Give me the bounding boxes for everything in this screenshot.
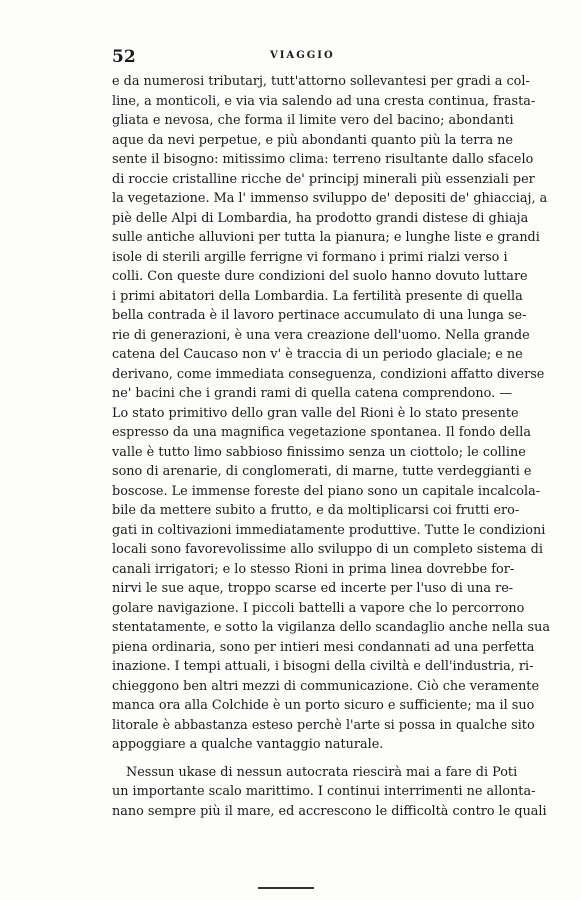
text-line: inazione. I tempi attuali, i bisogni della civiltà e dell'industria, ri-: [112, 659, 534, 674]
text-line: piè delle Alpi di Lombardia, ha prodotto grandi distese di ghiaja: [112, 210, 529, 226]
text-line: litorale è abbastanza esteso perchè l'arte si possa in qualche sito: [112, 717, 535, 733]
paragraph-gap: [112, 755, 482, 763]
page-number: 52: [112, 47, 136, 67]
text-line: di roccie cristalline ricche de' principj minerali più essenziali per: [112, 171, 535, 187]
text-line: Lo stato primitivo dello gran valle del Rioni è lo stato presente: [112, 405, 519, 421]
text-line: nano sempre più il mare, ed accrescono le difficoltà contro le quali: [112, 803, 547, 819]
text-line: sulle antiche alluvioni per tutta la pianura; e lunghe liste e grandi: [112, 230, 540, 245]
text-line: golare navigazione. I piccoli battelli a vapore che lo percorrono: [112, 600, 525, 616]
text-line: colli. Con queste dure condizioni del suolo hanno dovuto luttare: [112, 269, 528, 284]
text-line: isole di sterili argille ferrigne vi formano i primi rialzi verso i: [112, 249, 508, 265]
text-line: stentatamente, e sotto la vigilanza dello scandaglio anche nella sua: [112, 620, 550, 635]
text-line: rie di generazioni, è una vera creazione dell'uomo. Nella grande: [112, 327, 530, 343]
text-line: un importante scalo marittimo. I continui interrimenti ne allonta-: [112, 784, 536, 799]
text-line: ne' bacini che i grandi rami di quella catena comprendono. —: [112, 386, 513, 401]
text-line: e da numerosi tributarj, tutt'attorno sollevantesi per gradi a col-: [112, 74, 530, 89]
text-line: manca ora alla Colchide è un porto sicuro e sufficiente; ma il suo: [112, 698, 535, 713]
body-text: [112, 72, 550, 821]
text-line: aque da nevi perpetue, e più abondanti quanto più la terra ne: [112, 132, 513, 148]
text-line: bella contrada è il lavoro pertinace accumulato di una lunga se-: [112, 308, 527, 323]
text-line: line, a monticoli, e via via salendo ad una cresta continua, frasta-: [112, 93, 536, 109]
text-line: nirvi le sue aque, troppo scarse ed incerte per l'uso di una re-: [112, 581, 514, 596]
text-line: Nessun ukase di nessun autocrata riescirà mai a fare di Poti: [126, 764, 518, 780]
text-line: chieggono ben altri mezzi di communicazione. Ciò che veramente: [112, 678, 540, 694]
text-line: bile da mettere subito a frutto, e da moltiplicarsi coi frutti ero-: [112, 503, 520, 518]
text-line: appoggiare a qualche vantaggio naturale.: [112, 737, 384, 752]
text-line: sono di arenarie, di conglomerati, di marne, tutte verdeggianti e: [112, 464, 532, 479]
running-head: VIAGGIO: [270, 50, 335, 61]
paragraph-2: [112, 763, 547, 822]
text-line: locali sono favorevolissime allo sviluppo di un completo sistema di: [112, 542, 543, 557]
text-line: canali irrigatori; e lo stesso Rioni in prima linea dovrebbe for-: [112, 561, 515, 577]
footer-rule: [258, 887, 314, 889]
text-line: valle è tutto limo sabbioso finissimo senza un ciottolo; le colline: [112, 444, 526, 460]
text-line: gliata e nevosa, che forma il limite vero del bacino; abondanti: [112, 113, 514, 128]
paragraph-1: [112, 72, 550, 755]
text-line: boscose. Le immense foreste del piano sono un capitale incalcola-: [112, 483, 541, 499]
text-line: piena ordinaria, sono per intieri mesi condannati ad una perfetta: [112, 639, 535, 655]
text-line: gati in coltivazioni immediatamente produttive. Tutte le condizioni: [112, 522, 546, 538]
text-line: la vegetazione. Ma l' immenso sviluppo de' depositi de' ghiacciaj, a: [112, 191, 548, 206]
text-line: derivano, come immediata conseguenza, condizioni affatto diverse: [112, 366, 545, 382]
text-line: espresso da una magnifica vegetazione spontanea. Il fondo della: [112, 425, 531, 440]
text-line: sente il bisogno: mitissimo clima: terreno risultante dallo sfacelo: [112, 152, 534, 167]
text-line: catena del Caucaso non v' è traccia di un periodo glaciale; e ne: [112, 347, 523, 362]
text-line: i primi abitatori della Lombardia. La fertilità presente di quella: [112, 288, 523, 304]
